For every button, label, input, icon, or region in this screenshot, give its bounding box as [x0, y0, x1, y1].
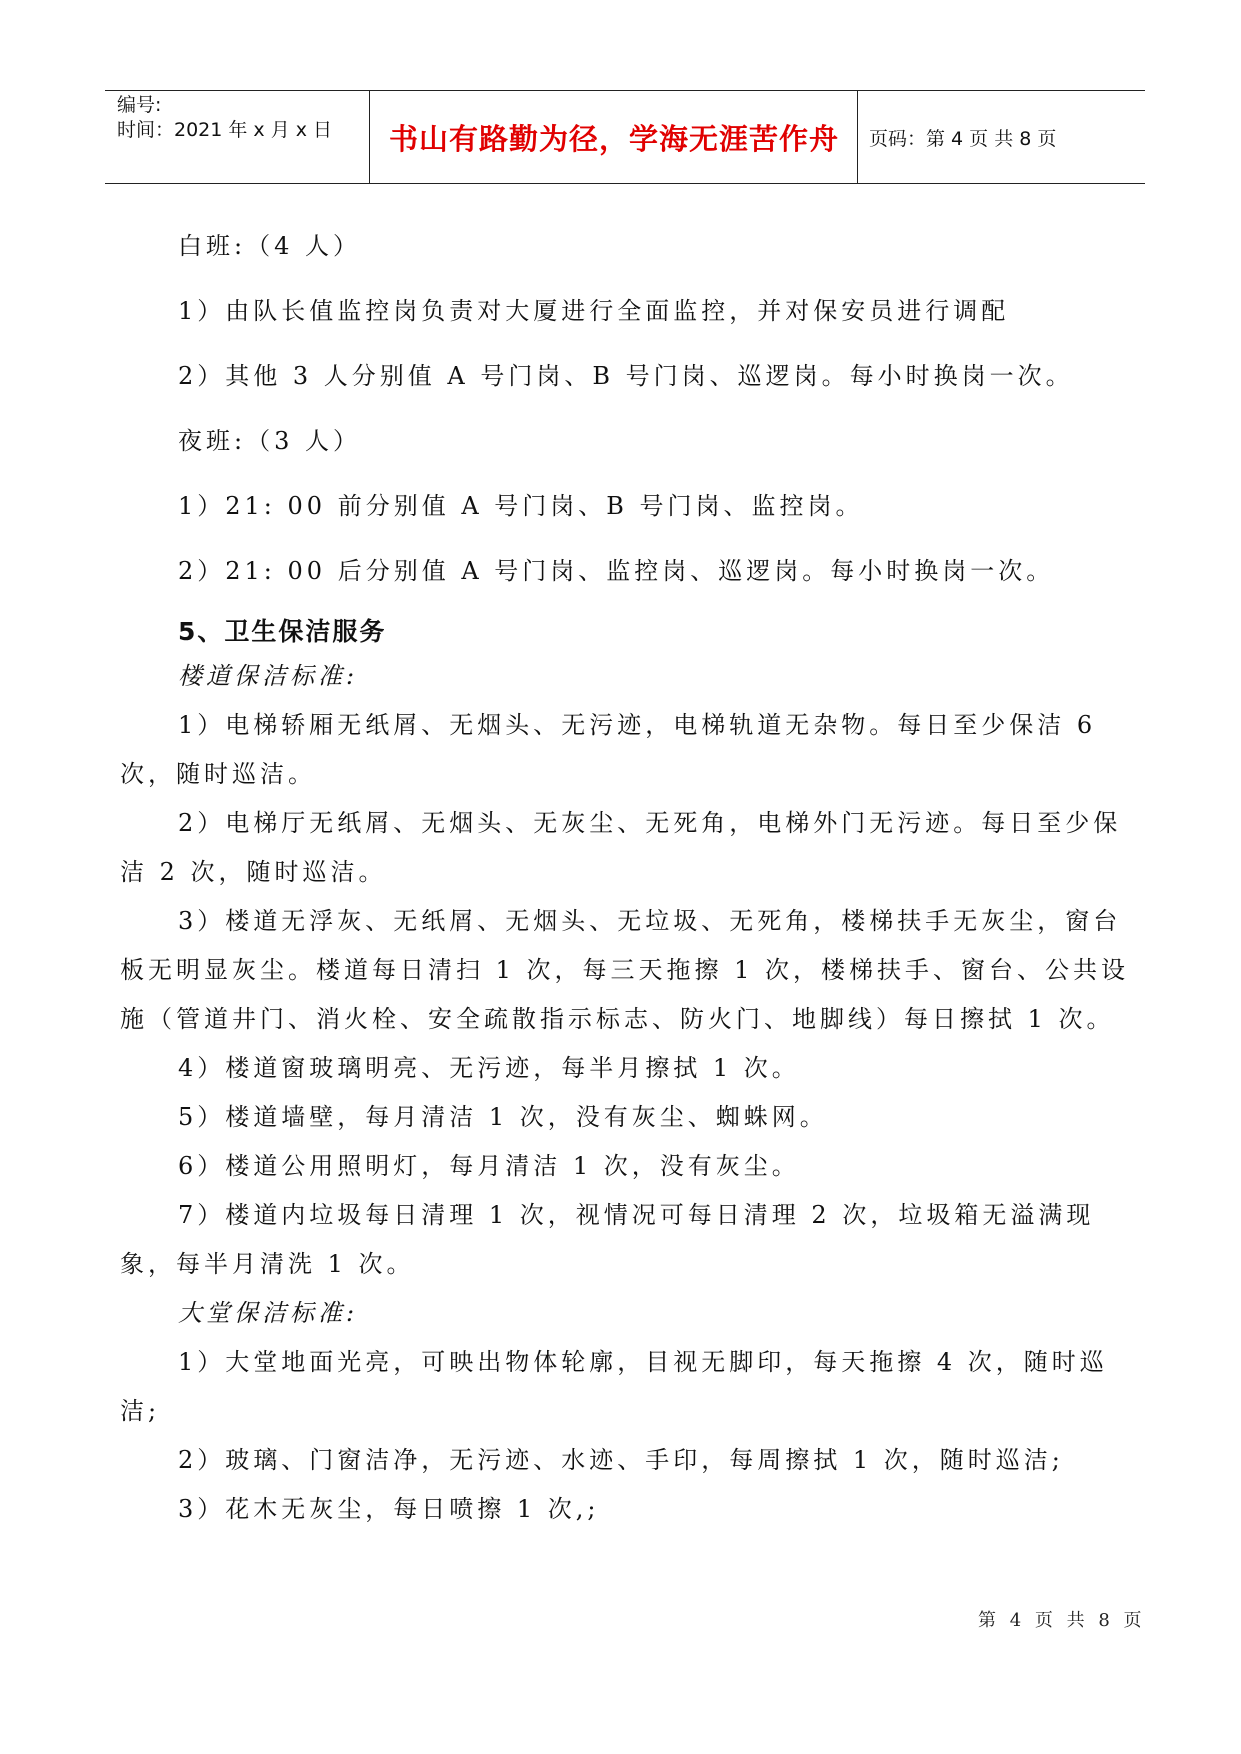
- header-table: [105, 90, 1145, 184]
- header-divider: [369, 91, 370, 183]
- paragraph: 夜班:（3 人）: [178, 427, 361, 455]
- doc-time-label: 时间：2021 年 x 月 x 日: [117, 119, 333, 141]
- paragraph: 3）楼道无浮灰、无纸屑、无烟头、无垃圾、无死角，楼梯扶手无灰尘，窗台板无明显灰尘。楼道每日清扫 1 次，每三天拖擦 1 次，楼梯扶手、窗台、公共设施（管道井门、消火栓、安全疏散指示标志、防火门、地脚线）每日擦拭 1 次。: [120, 907, 1130, 1033]
- paragraph: 1）21: 00 前分别值 A 号门岗、B 号门岗、监控岗。: [178, 492, 864, 520]
- paragraph: 6）楼道公用照明灯，每月清洁 1 次，没有灰尘。: [178, 1152, 800, 1180]
- document-body: [120, 222, 1130, 1534]
- paragraph: 3）花木无灰尘，每日喷擦 1 次,;: [178, 1495, 600, 1523]
- paragraph: 2）玻璃、门窗洁净，无污迹、水迹、手印，每周擦拭 1 次，随时巡洁;: [178, 1446, 1064, 1474]
- paragraph: 4）楼道窗玻璃明亮、无污迹，每半月擦拭 1 次。: [178, 1054, 800, 1082]
- paragraph: 2）其他 3 人分别值 A 号门岗、B 号门岗、巡逻岗。每小时换岗一次。: [178, 362, 1074, 390]
- subheading: 大堂保洁标准:: [178, 1299, 359, 1327]
- paragraph: 2）21: 00 后分别值 A 号门岗、监控岗、巡逻岗。每小时换岗一次。: [178, 557, 1055, 585]
- header-page-number: 页码：第 4 页 共 8 页: [869, 127, 1057, 150]
- paragraph: 1）由队长值监控岗负责对大厦进行全面监控，并对保安员进行调配: [178, 297, 1010, 325]
- subheading: 楼道保洁标准:: [178, 662, 359, 690]
- paragraph: 白班:（4 人）: [178, 232, 361, 260]
- header-left: [117, 93, 332, 143]
- paragraph: 1）电梯轿厢无纸屑、无烟头、无污迹，电梯轨道无杂物。每日至少保洁 6 次，随时巡洁。: [120, 711, 1097, 788]
- paragraph: 5）楼道墙壁，每月清洁 1 次，没有灰尘、蜘蛛网。: [178, 1103, 828, 1131]
- paragraph: 1）大堂地面光亮，可映出物体轮廓，目视无脚印，每天拖擦 4 次，随时巡洁;: [120, 1348, 1108, 1425]
- header-motto: 书山有路勤为径，学海无涯苦作舟: [388, 121, 839, 156]
- paragraph: 7）楼道内垃圾每日清理 1 次，视情况可每日清理 2 次，垃圾箱无溢满现象，每半月清洗 1 次。: [120, 1201, 1095, 1278]
- paragraph: 2）电梯厅无纸屑、无烟头、无灰尘、无死角，电梯外门无污迹。每日至少保洁 2 次，随时巡洁。: [120, 809, 1122, 886]
- doc-number-label: 编号:: [117, 94, 162, 116]
- section-heading: 5、卫生保洁服务: [178, 617, 387, 646]
- header-divider: [857, 91, 858, 183]
- footer-page-number: 第 4 页 共 8 页: [978, 1610, 1146, 1631]
